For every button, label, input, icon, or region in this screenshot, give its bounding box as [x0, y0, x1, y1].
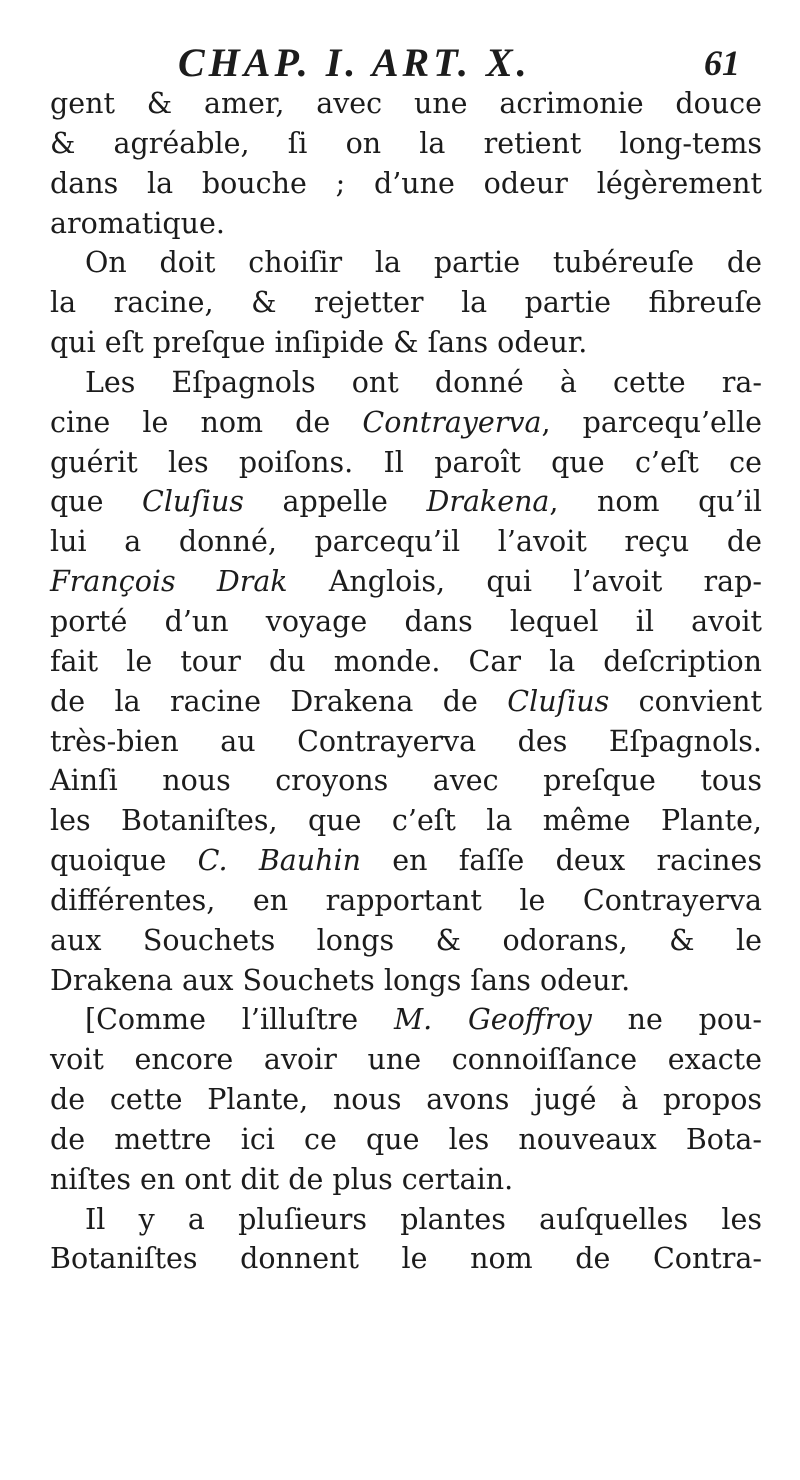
line-text: quoique — [50, 844, 198, 878]
line-text: aromatique. — [50, 206, 225, 240]
line-text: de cette Plante, nous avons jugé à propos — [50, 1083, 762, 1117]
text-line — [50, 1200, 762, 1240]
line-text: , nom qu’il — [549, 485, 762, 519]
line-text: de la racine Drakena de — [50, 684, 508, 718]
line-text: Drakena aux Souchets longs ſans odeur. — [50, 963, 631, 997]
text-line — [50, 562, 762, 602]
text-line — [50, 1000, 762, 1040]
text-line — [50, 921, 762, 961]
text-line — [50, 283, 762, 323]
text-line — [50, 722, 762, 762]
body-text — [50, 84, 762, 1279]
text-line — [50, 1160, 762, 1200]
line-text: la racine, & rejetter la partie fibreuſe — [50, 286, 762, 320]
text-line — [50, 602, 762, 642]
line-text: appelle — [243, 485, 427, 519]
text-line — [50, 443, 762, 483]
italic-text: M. Geoffroy — [393, 1003, 592, 1037]
line-text: [Comme l’illuſtre — [85, 1003, 394, 1037]
text-line — [50, 124, 762, 164]
line-text: Anglois, qui l’avoit rap- — [287, 565, 762, 599]
line-text: Ainſi nous croyons avec preſque tous — [50, 764, 762, 798]
text-line — [50, 323, 762, 363]
text-line — [50, 881, 762, 921]
line-text: les Botaniſtes, que c’eſt la même Plante, — [50, 804, 762, 838]
line-text: Il y a pluſieurs plantes auſquelles les — [85, 1202, 762, 1236]
line-text: voit encore avoir une connoiſſance exacte — [50, 1043, 762, 1077]
italic-text: Contrayerva — [362, 405, 542, 439]
line-text: en faſſe deux racines — [360, 844, 762, 878]
line-text: fait le tour du monde. Car la deſcription — [50, 644, 762, 678]
text-line — [50, 403, 762, 443]
text-line — [50, 1040, 762, 1080]
text-line — [50, 482, 762, 522]
line-text: très-bien au Contrayerva des Eſpagnols. — [50, 724, 762, 758]
line-text: lui a donné, parcequ’il l’avoit reçu de — [50, 525, 762, 559]
italic-text: François Drak — [50, 565, 288, 599]
line-text: guérit les poiſons. Il paroît que c’eſt ce — [50, 445, 762, 479]
text-line — [50, 243, 762, 283]
line-text: , parcequ’elle — [541, 405, 762, 439]
line-text: dans la bouche ; d’une odeur légèrement — [50, 166, 762, 200]
text-line — [50, 522, 762, 562]
text-line — [50, 961, 762, 1001]
text-line — [50, 363, 762, 403]
text-line — [50, 1239, 762, 1279]
text-line — [50, 682, 762, 722]
text-line — [50, 801, 762, 841]
line-text: On doit choiſir la partie tubéreuſe de — [85, 246, 762, 280]
line-text: convient — [609, 684, 762, 718]
line-text: aux Souchets longs & odorans, & le — [50, 923, 762, 957]
line-text: qui eſt preſque inſipide & ſans odeur. — [50, 326, 588, 360]
running-head — [60, 38, 740, 88]
text-line — [50, 841, 762, 881]
line-text: Botaniſtes donnent le nom de Contra- — [50, 1242, 762, 1276]
text-line — [50, 164, 762, 204]
running-title: CHAP. I. ART. X. — [178, 40, 531, 85]
line-text: gent & amer, avec une acrimonie douce — [50, 87, 762, 120]
line-text: porté d’un voyage dans lequel il avoit — [50, 604, 762, 638]
line-text: & agréable, ſi on la retient long-tems — [50, 126, 762, 160]
italic-text: Cluſius — [507, 684, 610, 718]
text-line — [50, 1120, 762, 1160]
line-text: différentes, en rapportant le Contrayerva — [50, 883, 762, 917]
line-text: cine le nom de — [50, 405, 363, 439]
line-text: de mettre ici ce que les nouveaux Bota- — [50, 1122, 762, 1156]
italic-text: Cluſius — [142, 485, 244, 519]
line-text: niſtes en ont dit de plus certain. — [50, 1162, 514, 1196]
text-line — [50, 642, 762, 682]
page-number: 61 — [704, 43, 740, 83]
italic-text: Drakena — [426, 485, 550, 519]
text-line — [50, 84, 762, 124]
italic-text: C. Bauhin — [197, 844, 361, 878]
text-line — [50, 204, 762, 244]
line-text: Les Eſpagnols ont donné à cette ra- — [85, 365, 762, 399]
line-text: ne pou- — [591, 1003, 762, 1037]
line-text: que — [50, 485, 143, 519]
text-line — [50, 761, 762, 801]
text-line — [50, 1080, 762, 1120]
